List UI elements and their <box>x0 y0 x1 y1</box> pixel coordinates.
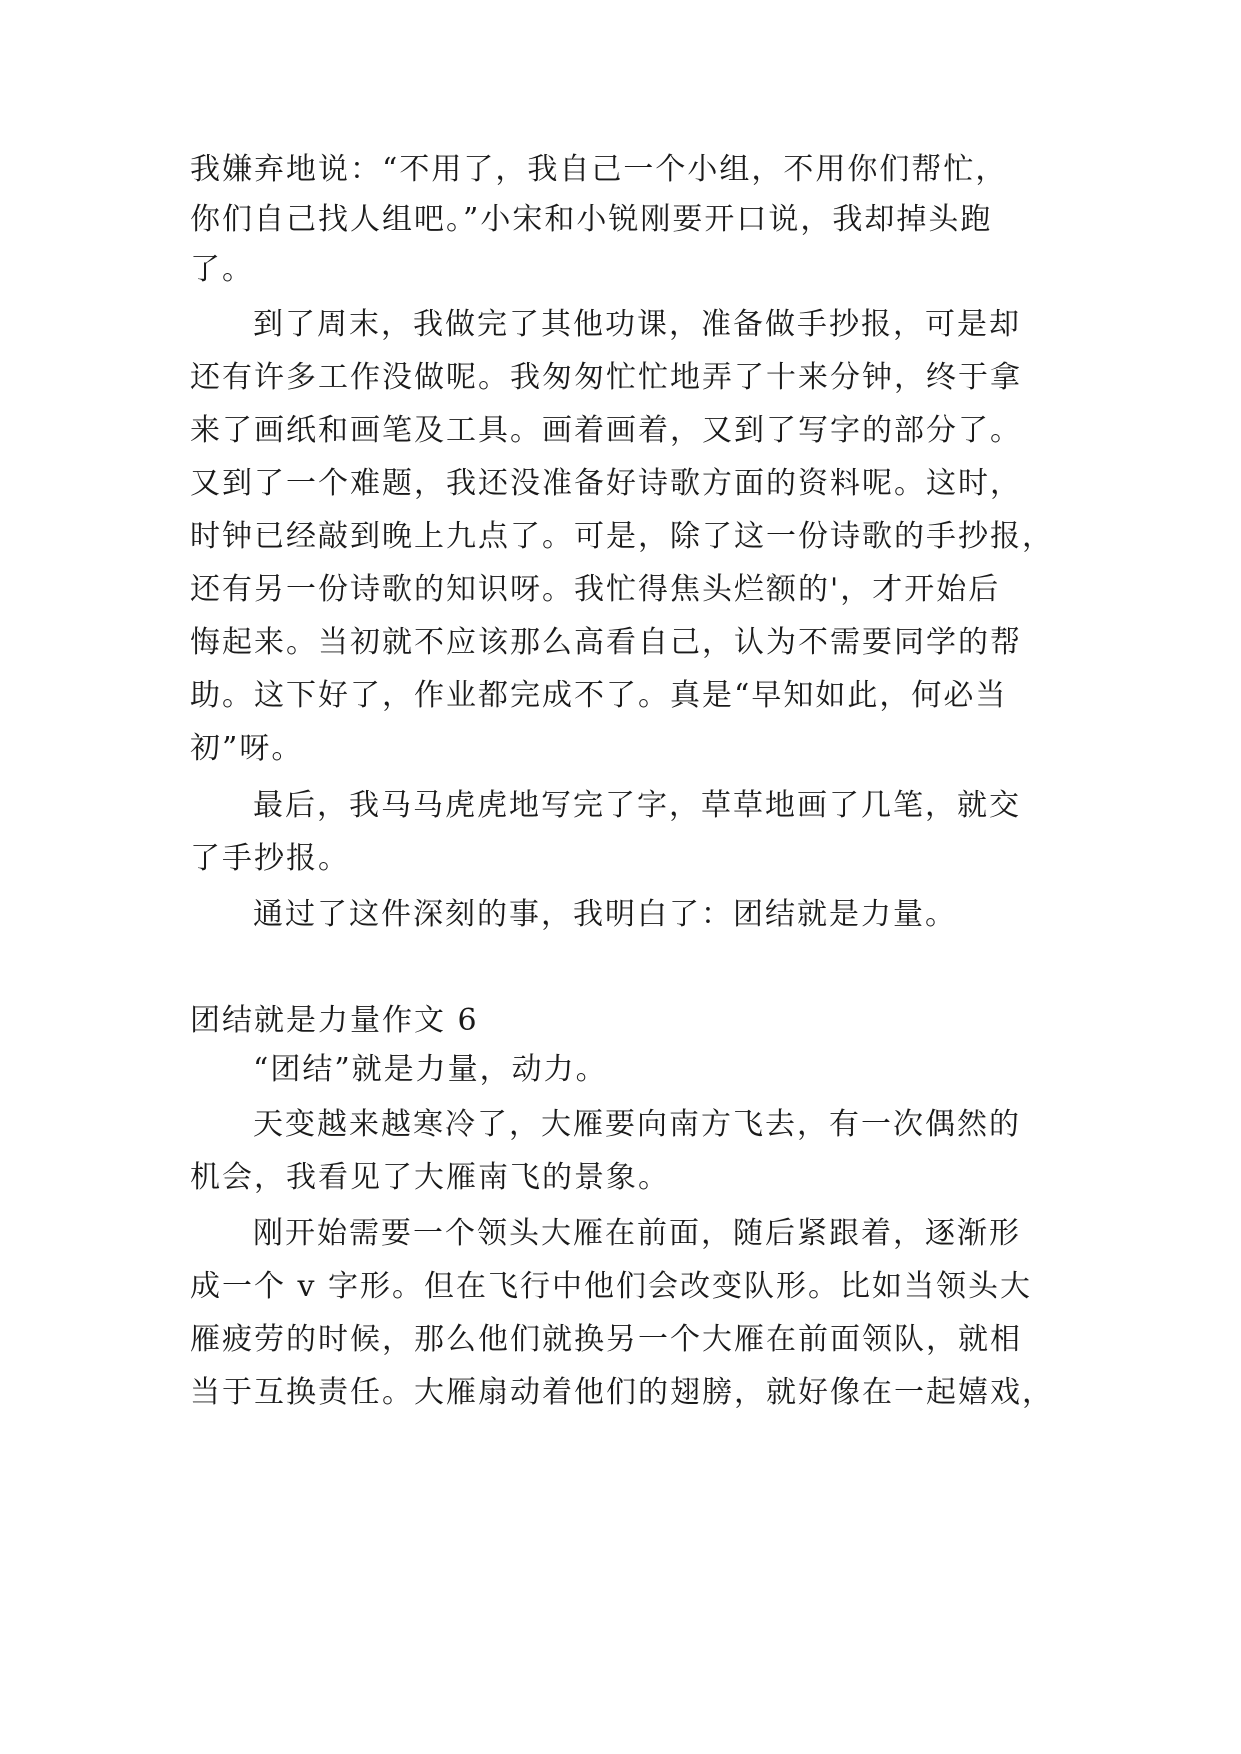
text-line: 机会，我看见了大雁南飞的景象。 <box>190 1160 670 1195</box>
text-line: 又到了一个难题，我还没准备好诗歌方面的资料呢。这时， <box>190 466 1022 501</box>
text-line: 助。这下好了，作业都完成不了。真是“早知如此，何必当 <box>190 678 1008 713</box>
text-line: 还有许多工作没做呢。我匆匆忙忙地弄了十来分钟，终于拿 <box>190 360 1022 395</box>
section-heading: 团结就是力量作文 6 <box>190 1003 479 1038</box>
text-line: 时钟已经敲到晚上九点了。可是，除了这一份诗歌的手抄报， <box>190 519 1054 554</box>
text-line: 成一个 v 字形。但在飞行中他们会改变队形。比如当领头大 <box>190 1269 1033 1304</box>
text-line: 还有另一份诗歌的知识呀。我忙得焦头烂额的'，才开始后 <box>190 572 1001 607</box>
text-line: 当于互换责任。大雁扇动着他们的翅膀，就好像在一起嬉戏， <box>190 1375 1054 1410</box>
paragraph-first-line: 刚开始需要一个领头大雁在前面，随后紧跟着，逐渐形 <box>253 1216 1021 1251</box>
text-line: 我嫌弃地说：“不用了，我自己一个小组，不用你们帮忙， <box>190 152 1008 187</box>
paragraph-first-line: 通过了这件深刻的事，我明白了：团结就是力量。 <box>253 897 957 932</box>
text-line: 了。 <box>190 252 254 287</box>
paragraph-first-line: 到了周末，我做完了其他功课，准备做手抄报，可是却 <box>253 307 1021 342</box>
text-line: 你们自己找人组吧。”小宋和小锐刚要开口说，我却掉头跑 <box>190 202 993 237</box>
paragraph-first-line: “团结”就是力量，动力。 <box>253 1052 608 1087</box>
text-line: 雁疲劳的时候，那么他们就换另一个大雁在前面领队，就相 <box>190 1322 1022 1357</box>
paragraph-first-line: 最后，我马马虎虎地写完了字，草草地画了几笔，就交 <box>253 788 1021 823</box>
text-line: 来了画纸和画笔及工具。画着画着，又到了写字的部分了。 <box>190 413 1022 448</box>
text-line: 了手抄报。 <box>190 841 350 876</box>
text-line: 悔起来。当初就不应该那么高看自己，认为不需要同学的帮 <box>190 625 1022 660</box>
text-line: 初”呀。 <box>190 731 304 766</box>
paragraph-first-line: 天变越来越寒冷了，大雁要向南方飞去，有一次偶然的 <box>253 1107 1021 1142</box>
